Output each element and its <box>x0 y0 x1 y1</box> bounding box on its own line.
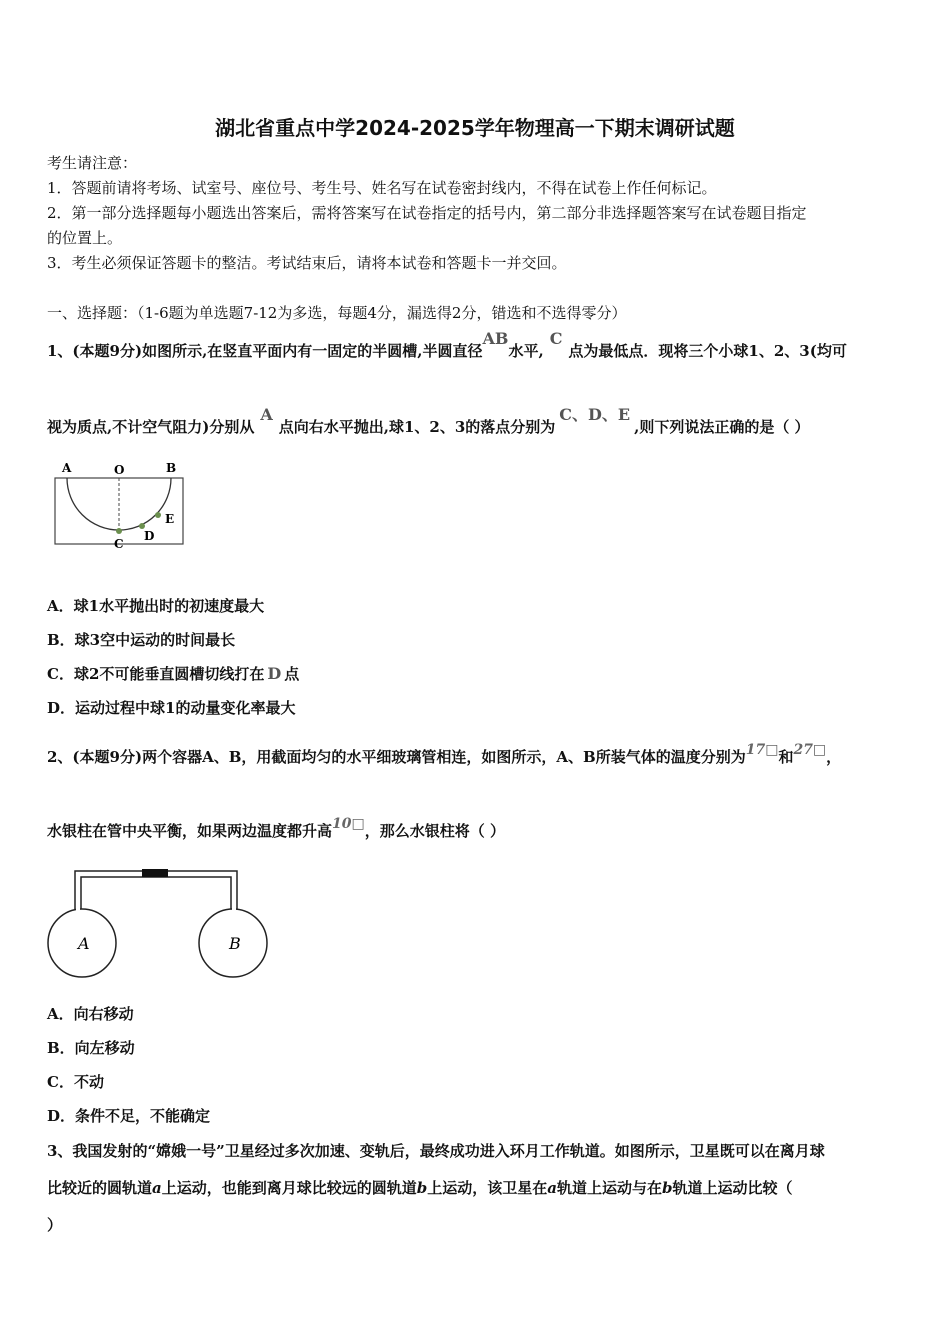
page-title: 湖北省重点中学2024-2025学年物理高一下期末调研试题 <box>215 116 735 140</box>
q3-text: 轨道上运动与在 <box>557 1179 663 1197</box>
symbol-C: C <box>549 329 563 348</box>
temp-a: 17□ <box>745 742 779 758</box>
q1-line1 <box>47 329 847 361</box>
q2-text: ， <box>826 748 842 766</box>
notice-item: 1．答题前请将考场、试室号、座位号、考生号、姓名写在试卷密封线内，不得在试卷上作任何标记。 <box>47 179 717 197</box>
q3-text: 轨道上运动比较（ <box>672 1179 793 1197</box>
label-D: D <box>144 529 155 543</box>
symbol-D: D <box>267 664 282 683</box>
q2-line2 <box>47 816 505 841</box>
ball-at-E <box>155 512 161 518</box>
q1-option-c-text: 点 <box>284 665 300 683</box>
mercury-column <box>142 869 168 877</box>
q3-text: 比较近的圆轨道 <box>47 1179 153 1197</box>
label-O: O <box>114 463 125 477</box>
label-B: B <box>166 461 177 475</box>
q2-option-b: B．向左移动 <box>47 1039 135 1057</box>
symbol-A: A <box>260 405 273 424</box>
q3-line1: 3、我国发射的“嫦娥一号”卫星经过多次加速、变轨后，最终成功进入环月工作轨道。如图所示，卫星既可以在离月球 <box>47 1142 825 1160</box>
q3-line3: ） <box>47 1216 63 1234</box>
q2-line1 <box>47 742 842 767</box>
orbit-a-symbol: a <box>152 1179 162 1197</box>
q2-text: 水银柱在管中央平衡，如果两边温度都升高 <box>47 822 333 840</box>
ball-at-C <box>116 528 122 534</box>
q3-line2 <box>47 1177 793 1198</box>
q2-option-d: D．条件不足，不能确定 <box>47 1107 211 1125</box>
q1-text: 1、(本题9分)如图所示,在竖直平面内有一固定的半圆槽,半圆直径 <box>47 342 483 360</box>
q1-line2 <box>47 405 810 437</box>
notice-item: 的位置上。 <box>47 229 123 247</box>
label-container-a: A <box>78 934 90 953</box>
q1-option-b: B．球3空中运动的时间最长 <box>47 631 236 649</box>
symbol-CDE: C、D、E <box>559 405 631 424</box>
notice-item: 2．第一部分选择题每小题选出答案后，需将答案写在试卷指定的括号内，第二部分非选择题答案写在试卷题目指定 <box>47 204 807 222</box>
semicircle-groove-figure <box>50 458 195 553</box>
two-containers-figure <box>44 862 269 980</box>
q1-text: 视为质点,不计空气阻力)分别从 <box>47 418 255 436</box>
q2-text: ，那么水银柱将（ ） <box>364 822 505 840</box>
q1-option-a: A．球1水平抛出时的初速度最大 <box>47 597 265 615</box>
section-heading: 一、选择题：（1-6题为单选题7-12为多选，每题4分，漏选得2分，错选和不选得零分） <box>47 304 627 322</box>
q2-option-a: A．向右移动 <box>47 1005 134 1023</box>
label-A: A <box>62 461 72 475</box>
q1-text: ,则下列说法正确的是（ ） <box>634 418 810 436</box>
q2-text: 2、(本题9分)两个容器A、B，用截面均匀的水平细玻璃管相连，如图所示，A、B所装气体的温度分别为 <box>47 748 746 766</box>
q1-text: 点向右水平抛出,球1、2、3的落点分别为 <box>278 418 556 436</box>
q3-text: 上运动，也能到离月球比较远的圆轨道 <box>161 1179 417 1197</box>
temp-rise: 10□ <box>332 816 365 832</box>
temp-b: 27□ <box>793 742 827 758</box>
q2-text: 和 <box>778 748 794 766</box>
notice-item: 3．考生必须保证答题卡的整洁。考试结束后，请将本试卷和答题卡一并交回。 <box>47 254 567 272</box>
q1-option-c-text: C．球2不可能垂直圆槽切线打在 <box>47 665 265 683</box>
orbit-b-symbol: b <box>416 1179 428 1197</box>
q1-option-c <box>47 663 299 684</box>
q2-option-c: C．不动 <box>47 1073 104 1091</box>
label-C: C <box>114 537 124 551</box>
notice-heading: 考生请注意： <box>47 154 138 172</box>
label-E: E <box>165 512 175 526</box>
label-container-b: B <box>229 934 241 953</box>
q1-option-d: D．运动过程中球1的动量变化率最大 <box>47 699 296 717</box>
q1-text: 点为最低点．现将三个小球1、2、3(均可 <box>568 342 847 360</box>
orbit-b-symbol: b <box>662 1179 673 1197</box>
q1-text: 水平, <box>508 342 544 360</box>
orbit-a-symbol: a <box>547 1179 558 1197</box>
q3-text: 上运动，该卫星在 <box>427 1179 548 1197</box>
symbol-AB: AB <box>482 329 509 348</box>
